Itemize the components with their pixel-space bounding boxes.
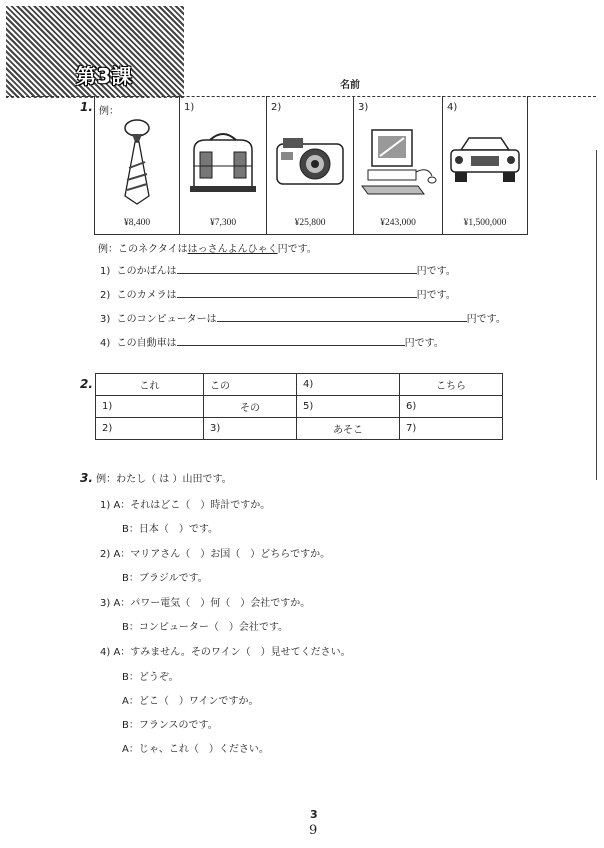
question-text: このかばんは	[116, 266, 177, 277]
section-3-example: 例：わたし（ は ）山田です。	[96, 474, 232, 485]
question-number: 2)	[100, 290, 111, 301]
table-cell: この	[204, 374, 297, 396]
s3-line: B：フランスのです。	[122, 720, 218, 731]
example-suffix: です。	[287, 244, 317, 255]
table-cell[interactable]: 1)	[96, 396, 204, 418]
s3-line: A：どこ（ ）ワインですか。	[122, 696, 259, 707]
table-cell[interactable]: 5)	[297, 396, 400, 418]
table-cell[interactable]: 2)	[96, 418, 204, 440]
question-end: です。	[426, 290, 456, 301]
picture-label: 1)	[184, 102, 195, 113]
section-3-heading	[80, 470, 232, 485]
price-2: ¥25,800	[294, 218, 326, 228]
necktie-icon	[117, 118, 157, 206]
picture-cell-4	[443, 96, 527, 234]
section-1-number: 1.	[80, 100, 93, 114]
s3-line: 2) A：マリアさん（ ）お国（ ）どちらですか。	[100, 549, 331, 560]
question-3	[100, 310, 506, 325]
picture-row	[94, 96, 528, 235]
table-cell: これ	[96, 374, 204, 396]
question-text: このコンピューターは	[116, 314, 217, 325]
picture-cell-3	[354, 96, 443, 234]
answer-blank[interactable]	[177, 288, 417, 298]
bag-icon	[186, 130, 260, 200]
table-cell: 4)	[297, 374, 400, 396]
question-number: 1)	[100, 266, 111, 277]
question-number: 3)	[100, 314, 111, 325]
yen-label: 円	[404, 338, 415, 349]
lesson-header-box	[6, 6, 184, 98]
yen-label: 円	[416, 290, 427, 301]
lesson-title: 第3課	[76, 64, 133, 88]
question-1	[100, 262, 456, 277]
table-cell[interactable]: 7)	[400, 418, 503, 440]
s3-line: 1) A：それはどこ（ ）時計ですか。	[100, 500, 271, 511]
question-number: 4)	[100, 338, 111, 349]
picture-label: 例：	[99, 106, 119, 117]
price-3: ¥243,000	[380, 218, 416, 228]
margin-rule	[596, 150, 597, 480]
section-2-number: 2.	[80, 377, 93, 391]
name-label: 名前	[340, 80, 360, 91]
s3-line: B：コンピューター（ ）会社です。	[122, 622, 289, 633]
picture-cell-2	[267, 96, 354, 234]
s3-line: B：どうぞ。	[122, 672, 179, 683]
example-prefix: 例：このネクタイは	[98, 244, 188, 255]
question-text: この自動車は	[116, 338, 177, 349]
yen-label: 円	[466, 314, 477, 325]
s3-line: B：日本（ ）です。	[122, 524, 219, 535]
demonstratives-table	[95, 373, 503, 440]
car-icon	[447, 134, 523, 186]
answer-blank[interactable]	[177, 336, 405, 346]
question-end: です。	[426, 266, 456, 277]
table-cell[interactable]: 6)	[400, 396, 503, 418]
page-number: 3	[310, 808, 318, 821]
s3-line: B：ブラジルです。	[122, 573, 208, 584]
question-2	[100, 286, 456, 301]
picture-label: 3)	[358, 102, 369, 113]
table-row	[96, 418, 503, 440]
question-4	[100, 334, 444, 349]
price-example: ¥8,400	[123, 218, 151, 228]
example-yen: 円	[277, 244, 288, 255]
section-3-number: 3.	[80, 471, 93, 485]
price-1: ¥7,300	[209, 218, 237, 228]
section-1-example	[98, 240, 317, 255]
camera-icon	[273, 134, 347, 194]
table-cell[interactable]: 3)	[204, 418, 297, 440]
example-answer: はっさんよんひゃく	[187, 244, 278, 255]
s3-line: 3) A：パワー電気（ ）何（ ）会社ですか。	[100, 598, 311, 609]
handwritten-number: 9	[309, 823, 318, 838]
picture-label: 2)	[271, 102, 282, 113]
price-4: ¥1,500,000	[463, 218, 507, 228]
s3-line: A：じゃ、これ（ ）ください。	[122, 744, 269, 755]
yen-label: 円	[416, 266, 427, 277]
table-cell: こちら	[400, 374, 503, 396]
question-end: です。	[476, 314, 506, 325]
table-cell: その	[204, 396, 297, 418]
question-end: です。	[414, 338, 444, 349]
answer-blank[interactable]	[177, 264, 417, 274]
table-row	[96, 374, 503, 396]
picture-label: 4)	[447, 102, 458, 113]
question-text: このカメラは	[116, 290, 177, 301]
table-cell: あそこ	[297, 418, 400, 440]
picture-cell-1	[180, 96, 267, 234]
computer-icon	[358, 126, 438, 198]
picture-cell-example	[95, 96, 180, 234]
table-row	[96, 396, 503, 418]
s3-line: 4) A：すみません。そのワイン（ ）見せてください。	[100, 647, 351, 658]
answer-blank[interactable]	[217, 312, 467, 322]
